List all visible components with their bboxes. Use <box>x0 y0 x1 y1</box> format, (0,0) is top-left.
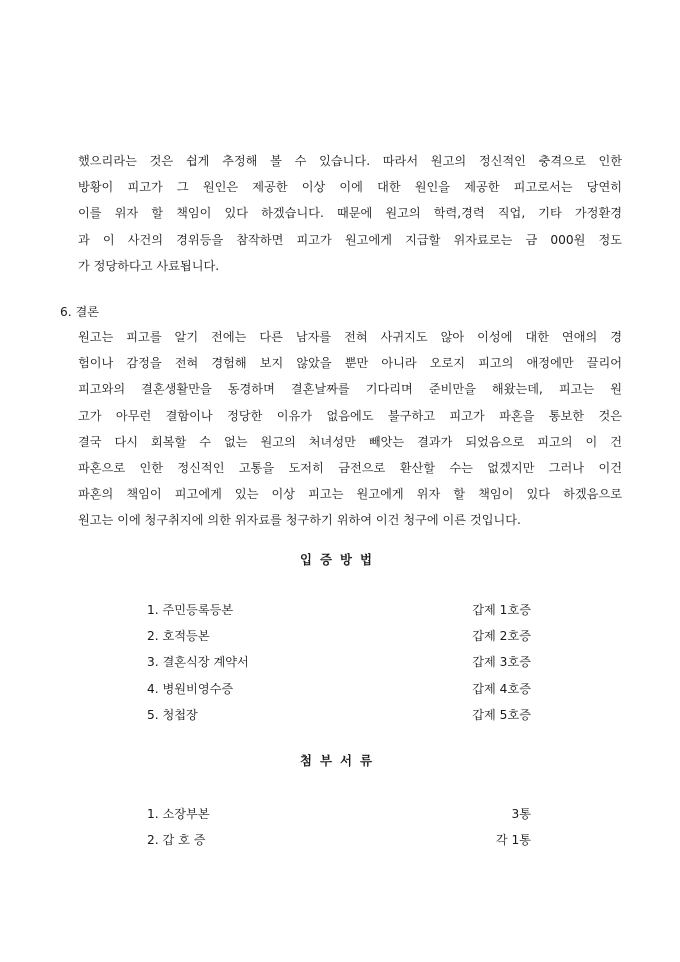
attachment-label: 2. 갑 호 증 <box>147 833 206 848</box>
paragraph-line: 결국 다시 회복할 수 없는 원고의 처녀성만 빼앗는 결과가 되었음으로 피고의 이 건 <box>78 434 622 449</box>
evidence-code: 갑제 5호증 <box>472 707 531 722</box>
evidence-item <box>147 702 531 728</box>
evidence-code: 갑제 2호증 <box>472 629 531 644</box>
attachments-list <box>147 801 531 853</box>
evidence-item <box>147 649 531 675</box>
paragraph-line: 험이나 감정을 전혀 경험해 보지 않았을 뿐만 아니라 오로지 피고의 애정에만 끌리어 <box>78 356 622 371</box>
evidence-label: 3. 결혼식장 계약서 <box>147 655 249 670</box>
attachment-count: 각 1통 <box>495 833 531 848</box>
paragraph-line: 피고와의 결혼생활만을 동경하며 결혼날짜를 기다리며 준비만을 해왔는데, 피고는 원 <box>78 382 622 397</box>
damages-paragraph <box>78 148 622 279</box>
attachment-item <box>147 827 531 853</box>
evidence-code: 갑제 4호증 <box>472 681 531 696</box>
conclusion-paragraph <box>78 324 622 534</box>
paragraph-line: 이를 위자 할 책임이 있다 하겠습니다. 때문에 원고의 학력,경력 직업, 기타 가정환경 <box>78 206 622 221</box>
evidence-code: 갑제 1호증 <box>472 603 531 617</box>
evidence-label: 2. 호적등본 <box>147 629 210 644</box>
evidence-title: 입증방법 <box>300 552 380 567</box>
paragraph-line: 했으리라는 것은 쉽게 추정해 볼 수 있습니다. 따라서 원고의 정신적인 충격으로 인한 <box>78 154 622 168</box>
paragraph-line: 방황이 피고가 그 원인은 제공한 이상 이에 대한 원인을 제공한 피고로서는 당연히 <box>78 180 622 195</box>
evidence-item <box>147 623 531 649</box>
evidence-label: 5. 청첩장 <box>147 707 198 722</box>
paragraph-line: 과 이 사건의 경위등을 참작하면 피고가 원고에게 지급할 위자료로는 금 000원 정도 <box>78 232 622 247</box>
attachment-item <box>147 801 531 827</box>
attachment-label: 1. 소장부본 <box>147 807 210 821</box>
conclusion-heading: 6. 결론 <box>60 305 100 319</box>
evidence-label: 4. 병원비영수증 <box>147 681 234 696</box>
evidence-code: 갑제 3호증 <box>472 655 531 670</box>
attachment-count: 3통 <box>511 807 531 821</box>
paragraph-line: 가 정당하다고 사료됩니다. <box>78 258 220 273</box>
evidence-item <box>147 676 531 702</box>
evidence-item <box>147 597 531 623</box>
paragraph-line: 원고는 이에 청구취지에 의한 위자료를 청구하기 위하여 이건 청구에 이른 것입니다. <box>78 513 521 528</box>
paragraph-line: 파혼의 책임이 피고에게 있는 이상 피고는 원고에게 위자 할 책임이 있다 하겠음으로 <box>78 487 622 502</box>
paragraph-line: 고가 아무런 결함이나 정당한 이유가 없음에도 불구하고 피고가 파혼을 통보한 것은 <box>78 408 622 423</box>
paragraph-line: 원고는 피고를 알기 전에는 다른 남자를 전혀 사귀지도 않아 이성에 대한 연애의 경 <box>78 330 622 344</box>
evidence-list <box>147 597 531 728</box>
evidence-label: 1. 주민등록등본 <box>147 603 234 617</box>
paragraph-line: 파혼으로 인한 정신적인 고통을 도저히 금전으로 환산할 수는 없겠지만 그러나 이건 <box>78 460 622 475</box>
attachments-title: 첨부서류 <box>300 753 380 768</box>
